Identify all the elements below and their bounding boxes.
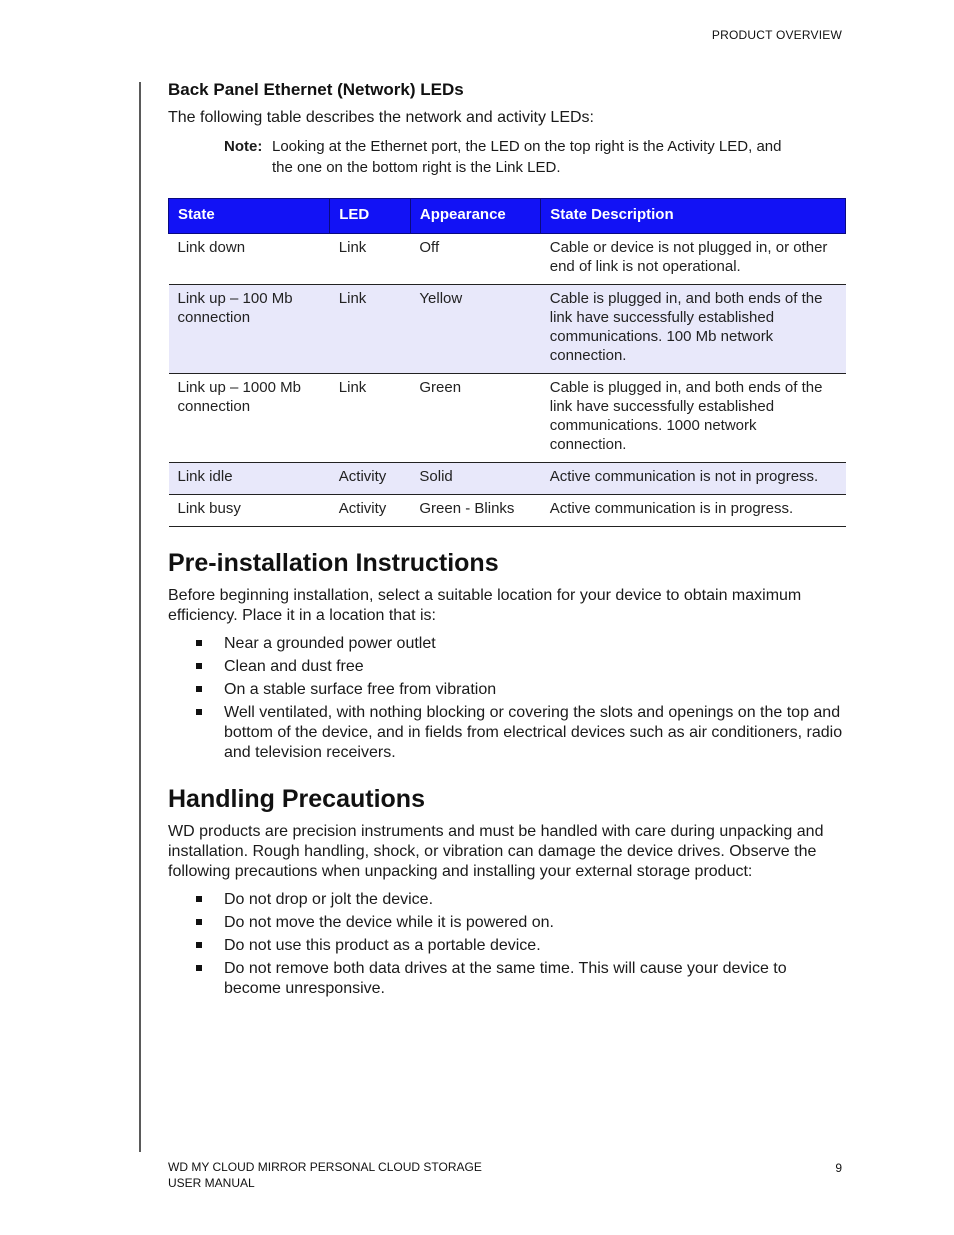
list-item: [224, 657, 846, 677]
cell-appearance: Green - Blinks: [410, 495, 540, 527]
cell-appearance: Yellow: [410, 285, 540, 374]
table-row: [169, 234, 846, 285]
table-row: [169, 463, 846, 495]
page-number: 9: [835, 1161, 842, 1175]
table-row: [169, 285, 846, 374]
table-row: [169, 495, 846, 527]
list-item-text: Near a grounded power outlet: [224, 635, 436, 652]
handling-intro: WD products are precision instruments and must be handled with care during unpacking and installation. Rough handling, shock, or vibration can damage the device drives. Observe the following precautions when unpacking and installing your external storage product:: [168, 823, 824, 880]
note-block: [224, 136, 846, 178]
cell-led: Activity: [330, 495, 411, 527]
bullet-icon: [196, 919, 202, 925]
cell-led: Activity: [330, 463, 411, 495]
cell-description: Cable is plugged in, and both ends of the link have successfully established communications. 1000 network connection.: [541, 374, 846, 463]
handling-heading: Handling Precautions: [168, 785, 425, 813]
note-label: Note:: [224, 138, 263, 155]
cell-state: Link down: [169, 234, 330, 285]
led-section-intro: The following table describes the network and activity LEDs:: [168, 109, 594, 126]
cell-state: Link up – 1000 Mb connection: [169, 374, 330, 463]
cell-description: Active communication is in progress.: [541, 495, 846, 527]
list-item: [224, 634, 846, 654]
cell-description: Cable or device is not plugged in, or other end of link is not operational.: [541, 234, 846, 285]
cell-description: Active communication is not in progress.: [541, 463, 846, 495]
cell-appearance: Solid: [410, 463, 540, 495]
bullet-icon: [196, 709, 202, 715]
cell-state: Link busy: [169, 495, 330, 527]
list-item-text: On a stable surface free from vibration: [224, 681, 497, 698]
cell-state: Link up – 100 Mb connection: [169, 285, 330, 374]
bullet-icon: [196, 640, 202, 646]
list-item: [224, 680, 846, 700]
list-item-text: Do not use this product as a portable device.: [224, 937, 541, 954]
column-header-led: LED: [330, 199, 411, 234]
bullet-icon: [196, 663, 202, 669]
list-item-text: Do not move the device while it is powered on.: [224, 914, 554, 931]
cell-led: Link: [330, 234, 411, 285]
note-text: Looking at the Ethernet port, the LED on the top right is the Activity LED, and the one on the bottom right is the Link LED.: [272, 138, 782, 176]
list-item-text: Do not remove both data drives at the same time. This will cause your device to become unresponsive.: [224, 960, 787, 997]
cell-description: Cable is plugged in, and both ends of the link have successfully established communications. 100 Mb network connection.: [541, 285, 846, 374]
bullet-icon: [196, 896, 202, 902]
list-item-text: Clean and dust free: [224, 658, 364, 675]
footer-product-line: WD MY CLOUD MIRROR PERSONAL CLOUD STORAGE: [168, 1160, 482, 1174]
running-header: PRODUCT OVERVIEW: [711, 28, 842, 42]
handling-bullet-list: [168, 890, 846, 999]
list-item-text: Well ventilated, with nothing blocking or covering the slots and openings on the top and bottom of the device, and in fields from electrical devices such as air conditioners, radio and television receivers.: [224, 704, 843, 761]
column-header-appearance: Appearance: [410, 199, 540, 234]
preinstall-intro: Before beginning installation, select a suitable location for your device to obtain maximum efficiency. Place it in a location that is:: [168, 587, 802, 624]
list-item: [224, 703, 846, 763]
table-row: [169, 374, 846, 463]
cell-appearance: Green: [410, 374, 540, 463]
preinstall-bullet-list: [168, 634, 846, 763]
cell-appearance: Off: [410, 234, 540, 285]
led-table: [168, 198, 846, 527]
bullet-icon: [196, 965, 202, 971]
bullet-icon: [196, 686, 202, 692]
list-item: [224, 936, 846, 956]
cell-state: Link idle: [169, 463, 330, 495]
footer-manual-line: USER MANUAL: [168, 1176, 255, 1190]
led-section-heading: Back Panel Ethernet (Network) LEDs: [168, 80, 464, 99]
column-header-state: State: [169, 199, 330, 234]
list-item: [224, 959, 846, 999]
margin-rule: [139, 82, 141, 1152]
cell-led: Link: [330, 374, 411, 463]
footer-product-title: [168, 1159, 482, 1191]
list-item: [224, 890, 846, 910]
table-header-row: [169, 199, 846, 234]
cell-led: Link: [330, 285, 411, 374]
list-item: [224, 913, 846, 933]
preinstall-heading: Pre-installation Instructions: [168, 549, 499, 577]
page-content: [168, 78, 846, 1002]
bullet-icon: [196, 942, 202, 948]
list-item-text: Do not drop or jolt the device.: [224, 891, 434, 908]
column-header-state-description: State Description: [541, 199, 846, 234]
